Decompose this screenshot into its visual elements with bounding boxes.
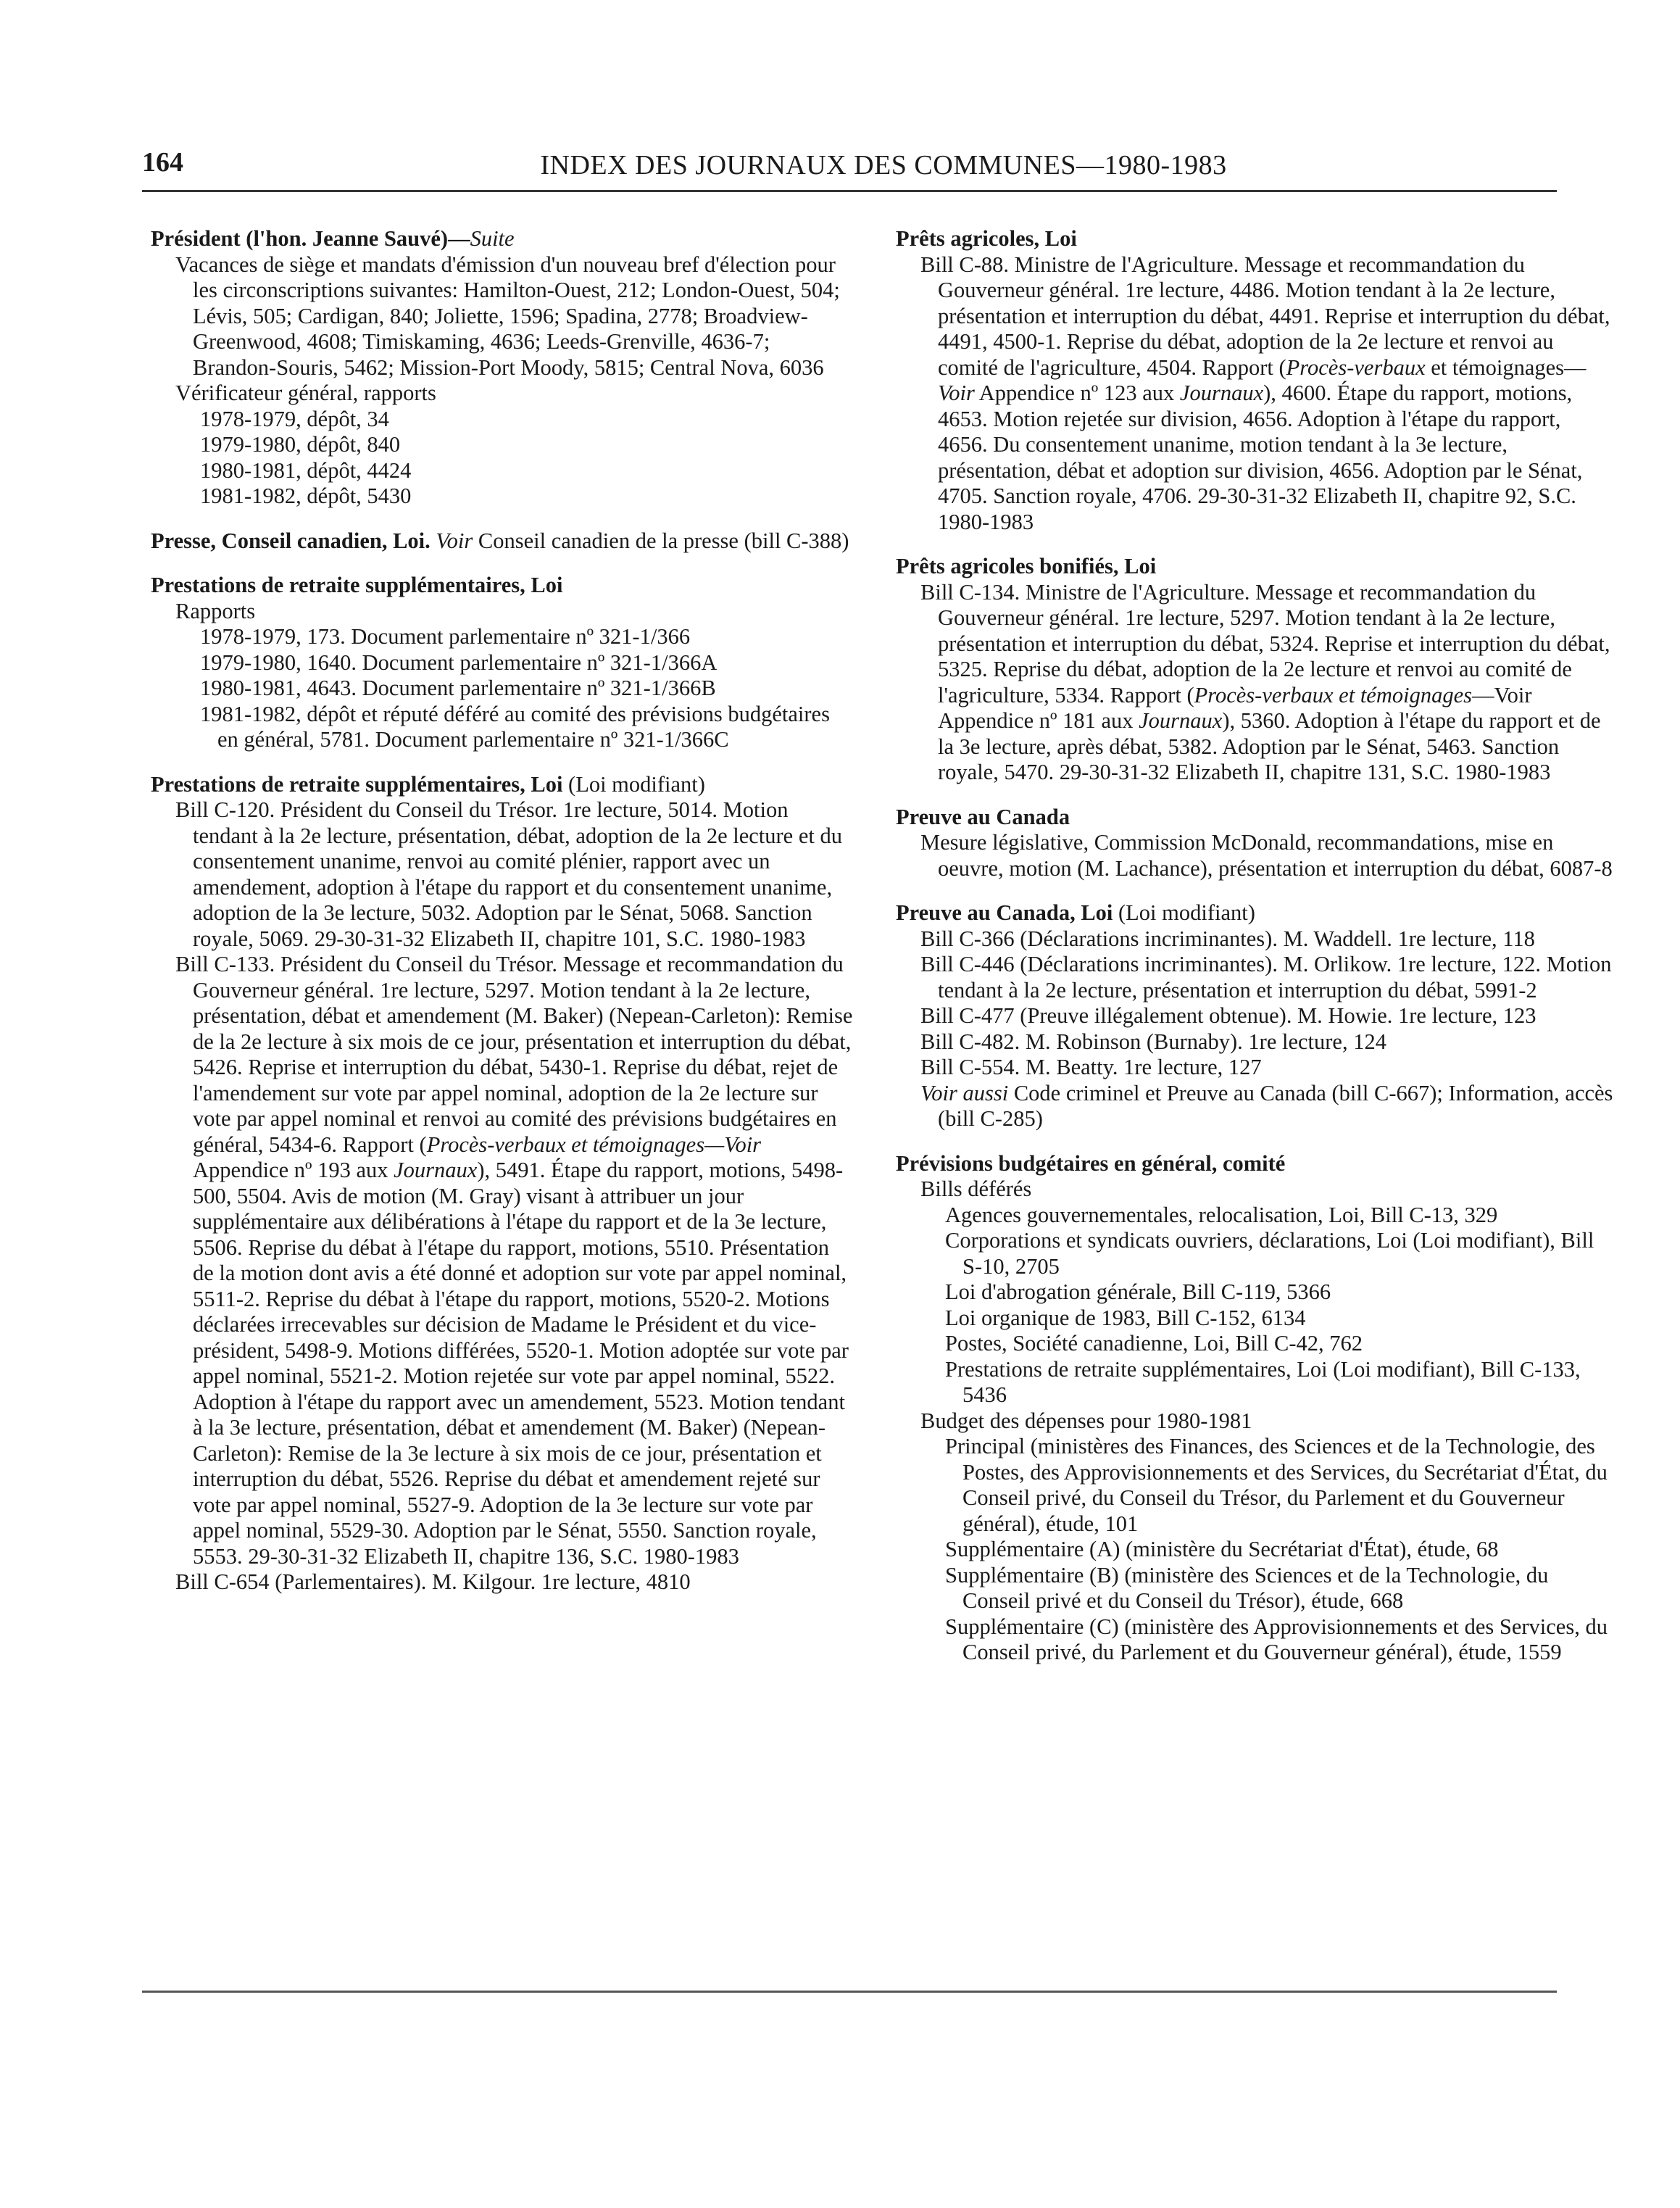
subentry-item: 1978-1979, dépôt, 34 bbox=[200, 406, 389, 431]
entry-heading: Preuve au Canada bbox=[896, 804, 1070, 829]
entry-presse bbox=[151, 528, 854, 555]
subentry-item: 1979-1980, dépôt, 840 bbox=[200, 432, 401, 457]
subentry: Rapports bbox=[175, 598, 256, 623]
subentry: Bill C-482. M. Robinson (Burnaby). 1re lecture, 124 bbox=[920, 1029, 1386, 1054]
subentry-item: Supplémentaire (A) (ministère du Secrétariat d'État), étude, 68 bbox=[945, 1537, 1499, 1561]
entry-heading: Prévisions budgétaires en général, comité bbox=[896, 1150, 1286, 1176]
subentry: Bill C-554. M. Beatty. 1re lecture, 127 bbox=[920, 1055, 1262, 1079]
subentry-item: Loi organique de 1983, Bill C-152, 6134 bbox=[945, 1305, 1306, 1330]
subentry: Vacances de siège et mandats d'émission d'un nouveau bref d'élection pour les circonscriptions suivantes: Hamilton-Ouest, 212; London-Ouest, 504; Lévis, 505; Cardigan, 840; Joliette, 1596; Spadina, 2778; Broadview-Greenwood, 4608; Timiskaming, 4636; Leeds-Grenville, 4636-7; Brandon-Souris, 5462; Mission-Port Moody, 5815; Central Nova, 6036 bbox=[175, 252, 840, 380]
entry-heading: Prêts agricoles bonifiés, Loi bbox=[896, 554, 1157, 578]
bill-c88: Bill C-88. Ministre de l'Agriculture. Message et recommandation du Gouverneur général. 1re lecture, 4486. Motion tendant à la 2e lecture, présentation et interruption du débat, 4491. Reprise et interruption du débat, 4491, 4500-1. Reprise du débat, adoption de la 2e lecture et renvoi au comité de l'agriculture, 4504. Rapport (Procès-verbaux et témoignages—Voir Appendice nº 123 aux Journaux), 4600. Étape du rapport, motions, 4653. Motion rejetée sur division, 4656. Adoption à l'étape du rapport, 4656. Du consentement unanime, motion tendant à la 3e lecture, présentation, débat et adoption sur division, 4656. Adoption par le Sénat, 4705. Sanction royale, 4706. 29-30-31-32 Elizabeth II, chapitre 92, S.C. 1980-1983 bbox=[920, 252, 1610, 534]
subentry: Mesure législative, Commission McDonald, recommandations, mise en oeuvre, motion (M. Lachance), présentation et interruption du débat, 6087-8 bbox=[920, 830, 1613, 881]
entry-heading: Prêts agricoles, Loi bbox=[896, 226, 1077, 251]
subentry-item: Corporations et syndicats ouvriers, déclarations, Loi (Loi modifiant), Bill S-10, 2705 bbox=[945, 1228, 1594, 1279]
subentry-item: 1981-1982, dépôt et réputé déféré au comité des prévisions budgétaires en général, 5781. Document parlementaire nº 321-1/366C bbox=[200, 701, 830, 752]
entry-heading: Presse, Conseil canadien, Loi. Voir Conseil canadien de la presse (bill C-388) bbox=[151, 528, 849, 553]
bill-c120: Bill C-120. Président du Conseil du Trésor. 1re lecture, 5014. Motion tendant à la 2e lecture, présentation, débat, adoption de la 2e lecture et du consentement unanime, renvoi au comité plénier, rapport avec un amendement, adoption à l'étape du rapport et du consentement unanime, adoption de la 3e lecture, 5032. Adoption par le Sénat, 5068. Sanction royale, 5069. 29-30-31-32 Elizabeth II, chapitre 101, S.C. 1980-1983 bbox=[175, 797, 842, 951]
header-rule bbox=[142, 190, 1557, 192]
subentry-item: Supplémentaire (C) (ministère des Approvisionnements et des Services, du Conseil privé, du Parlement et du Gouverneur général), étude, 1559 bbox=[945, 1614, 1608, 1664]
running-head: INDEX DES JOURNAUX DES COMMUNES—1980-1983 bbox=[540, 150, 1227, 180]
footer-rule bbox=[142, 1991, 1557, 1993]
subentry-item: 1981-1982, dépôt, 5430 bbox=[200, 483, 412, 508]
entry-heading: Président (l'hon. Jeanne Sauvé)—Suite bbox=[151, 226, 515, 251]
entry-heading: Preuve au Canada, Loi (Loi modifiant) bbox=[896, 900, 1255, 925]
subentry-item: 1980-1981, dépôt, 4424 bbox=[200, 457, 412, 483]
entry-heading: Prestations de retraite supplémentaires, Loi bbox=[151, 573, 563, 597]
subentry: Budget des dépenses pour 1980-1981 bbox=[920, 1408, 1252, 1433]
subentry-item: Prestations de retraite supplémentaires, Loi (Loi modifiant), Bill C-133, 5436 bbox=[945, 1356, 1581, 1407]
subentry-item: Agences gouvernementales, relocalisation, Loi, Bill C-13, 329 bbox=[945, 1202, 1498, 1227]
right-column bbox=[896, 226, 1613, 1685]
entry-prestations bbox=[151, 573, 854, 753]
entry-prets-agricoles bbox=[896, 226, 1613, 535]
subentry: Bill C-366 (Déclarations incriminantes). M. Waddell. 1re lecture, 118 bbox=[920, 926, 1535, 951]
entry-prets-bonifies bbox=[896, 554, 1613, 786]
entry-heading: Prestations de retraite supplémentaires, Loi (Loi modifiant) bbox=[151, 771, 705, 797]
subentry: Bills déférés bbox=[920, 1176, 1032, 1201]
entry-prestations-modifiant bbox=[151, 772, 854, 1595]
subentry-item: Supplémentaire (B) (ministère des Sciences et de la Technologie, du Conseil privé et du Conseil du Trésor), étude, 668 bbox=[945, 1562, 1549, 1613]
left-column bbox=[151, 226, 854, 1614]
subentry-item: 1979-1980, 1640. Document parlementaire nº 321-1/366A bbox=[200, 649, 718, 675]
subentry-item: Loi d'abrogation générale, Bill C-119, 5366 bbox=[945, 1279, 1331, 1304]
subentry: Bill C-477 (Preuve illégalement obtenue). M. Howie. 1re lecture, 123 bbox=[920, 1003, 1536, 1028]
see-also: Voir aussi Code criminel et Preuve au Canada (bill C-667); Information, accès (bill C-285) bbox=[920, 1080, 1613, 1131]
page-number: 164 bbox=[142, 147, 183, 178]
subentry-item: Postes, Société canadienne, Loi, Bill C-42, 762 bbox=[945, 1331, 1363, 1356]
subentry-item: Principal (ministères des Finances, des Sciences et de la Technologie, des Postes, des Approvisionnements et des Services, du Secrétariat d'État, du Conseil privé, du Conseil du Trésor, du Parlement et du Gouverneur général), étude, 101 bbox=[945, 1434, 1608, 1536]
bill-c133: Bill C-133. Président du Conseil du Trésor. Message et recommandation du Gouverneur général. 1re lecture, 5297. Motion tendant à la 2e lecture, présentation, débat et amendement (M. Baker) (Nepean-Carleton): Remise de la 2e lecture à six mois de ce jour, présentation et interruption du débat, 5426. Reprise et interruption du débat, 5430-1. Reprise du débat, rejet de l'amendement sur vote par appel nominal, adoption de la 2e lecture sur vote par appel nominal et renvoi au comité des prévisions budgétaires en général, 5434-6. Rapport (Procès-verbaux et témoignages—Voir Appendice nº 193 aux Journaux), 5491. Étape du rapport, motions, 5498-500, 5504. Avis de motion (M. Gray) visant à attribuer un jour supplémentaire aux délibérations à l'étape du rapport et de la 3e lecture, 5506. Reprise du débat à l'étape du rapport, motions, 5510. Présentation de la motion dont avis a été donné et adoption sur vote par appel nominal, 5511-2. Reprise du débat à l'étape du rapport, motions, 5520-2. Motions déclarées irrecevables sur décision de Madame le Président et du vice-président, 5498-9. Motions différées, 5520-1. Motion adoptée sur vote par appel nominal, 5521-2. Motion rejetée sur vote par appel nominal, 5522. Adoption à l'étape du rapport avec un amendement, 5523. Motion tendant à la 3e lecture, présentation, débat et amendement (M. Baker) (Nepean-Carleton): Remise de la 3e lecture à six mois de ce jour, présentation et interruption du débat, 5526. Reprise du débat et amendement rejeté sur vote par appel nominal, 5527-9. Adoption de la 3e lecture sur vote par appel nominal, 5529-30. Adoption par le Sénat, 5550. Sanction royale, 5553. 29-30-31-32 Elizabeth II, chapitre 136, S.C. 1980-1983 bbox=[175, 952, 853, 1569]
bill-c654: Bill C-654 (Parlementaires). M. Kilgour. 1re lecture, 4810 bbox=[175, 1569, 691, 1594]
bill-c134: Bill C-134. Ministre de l'Agriculture. Message et recommandation du Gouverneur général. 1re lecture, 5297. Motion tendant à la 2e lecture, présentation et interruption du débat, 5324. Reprise et interruption du débat, 5325. Reprise du débat, adoption de la 2e lecture et renvoi au comité de l'agriculture, 5334. Rapport (Procès-verbaux et témoignages—Voir Appendice nº 181 aux Journaux), 5360. Adoption à l'étape du rapport et de la 3e lecture, après débat, 5382. Adoption par le Sénat, 5463. Sanction royale, 5470. 29-30-31-32 Elizabeth II, chapitre 131, S.C. 1980-1983 bbox=[920, 579, 1610, 784]
subentry: Bill C-446 (Déclarations incriminantes). M. Orlikow. 1re lecture, 122. Motion tendant à la 2e lecture, présentation et interruption du débat, 5991-2 bbox=[920, 952, 1612, 1003]
entry-previsions bbox=[896, 1151, 1613, 1666]
entry-preuve-loi bbox=[896, 900, 1613, 1132]
subentry-item: 1978-1979, 173. Document parlementaire nº 321-1/366 bbox=[200, 624, 691, 649]
subentry: Vérificateur général, rapports bbox=[175, 381, 436, 405]
entry-president bbox=[151, 226, 854, 510]
entry-preuve bbox=[896, 805, 1613, 882]
subentry-item: 1980-1981, 4643. Document parlementaire nº 321-1/366B bbox=[200, 676, 716, 700]
